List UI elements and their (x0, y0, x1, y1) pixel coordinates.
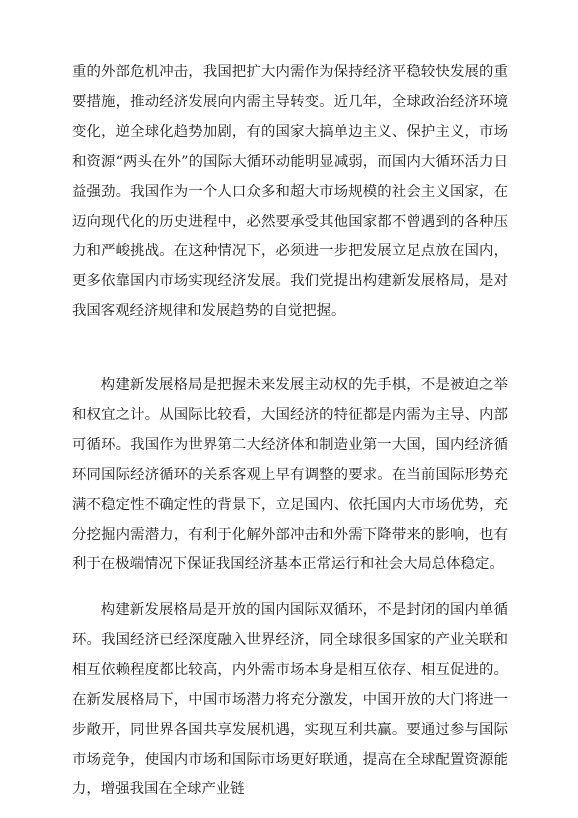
paragraph-2: 构建新发展格局是把握未来发展主动权的先手棋，不是被迫之举和权宜之计。从国际比较看，大国经济的特征都是内需为主导、内部可循环。我国作为世界第二大经济体和制造业第一大国，国内经济循环同国际经济循环的关系客观上早有调整的要求。在当前国际形势充满不稳定性不确定性的背景下，立足国内、依托国内大市场优势，充分挖掘内需潜力，有利于化解外部冲击和外需下降带来的影响，也有利于在极端情况下保证我国经济基本正常运行和社会大局总体稳定。 (72, 377, 508, 573)
paragraph-3: 构建新发展格局是开放的国内国际双循环，不是封闭的国内单循环。我国经济已经深度融入世界经济，同全球很多国家的产业关联和相互依赖程度都比较高，内外需市场本身是相互依存、相互促进的。在新发展格局下，中国市场潜力将充分激发，中国开放的大门将进一步敞开，同世界各国共享发展机遇，实现互利共赢。要通过参与国际市场竞争，使国内市场和国际市场更好联通，提高在全球配置资源能力，增强我国在全球产业链 (72, 602, 508, 798)
paragraph-1: 重的外部危机冲击，我国把扩大内需作为保持经济平稳较快发展的重要措施，推动经济发展向内需主导转变。近几年，全球政治经济环境变化，逆全球化趋势加剧，有的国家大搞单边主义、保护主义，市场和资源“两头在外”的国际大循环动能明显减弱，而国内大循环活力日益强劲。我国作为一个人口众多和超大市场规模的社会主义国家，在迈向现代化的历史进程中，必然要承受其他国家都不曾遇到的各种压力和严峻挑战。在这种情况下，必须进一步把发展立足点放在国内，更多依靠国内市场实现经济发展。我们党提出构建新发展格局，是对我国客观经济规律和发展趋势的自觉把握。 (72, 64, 508, 320)
